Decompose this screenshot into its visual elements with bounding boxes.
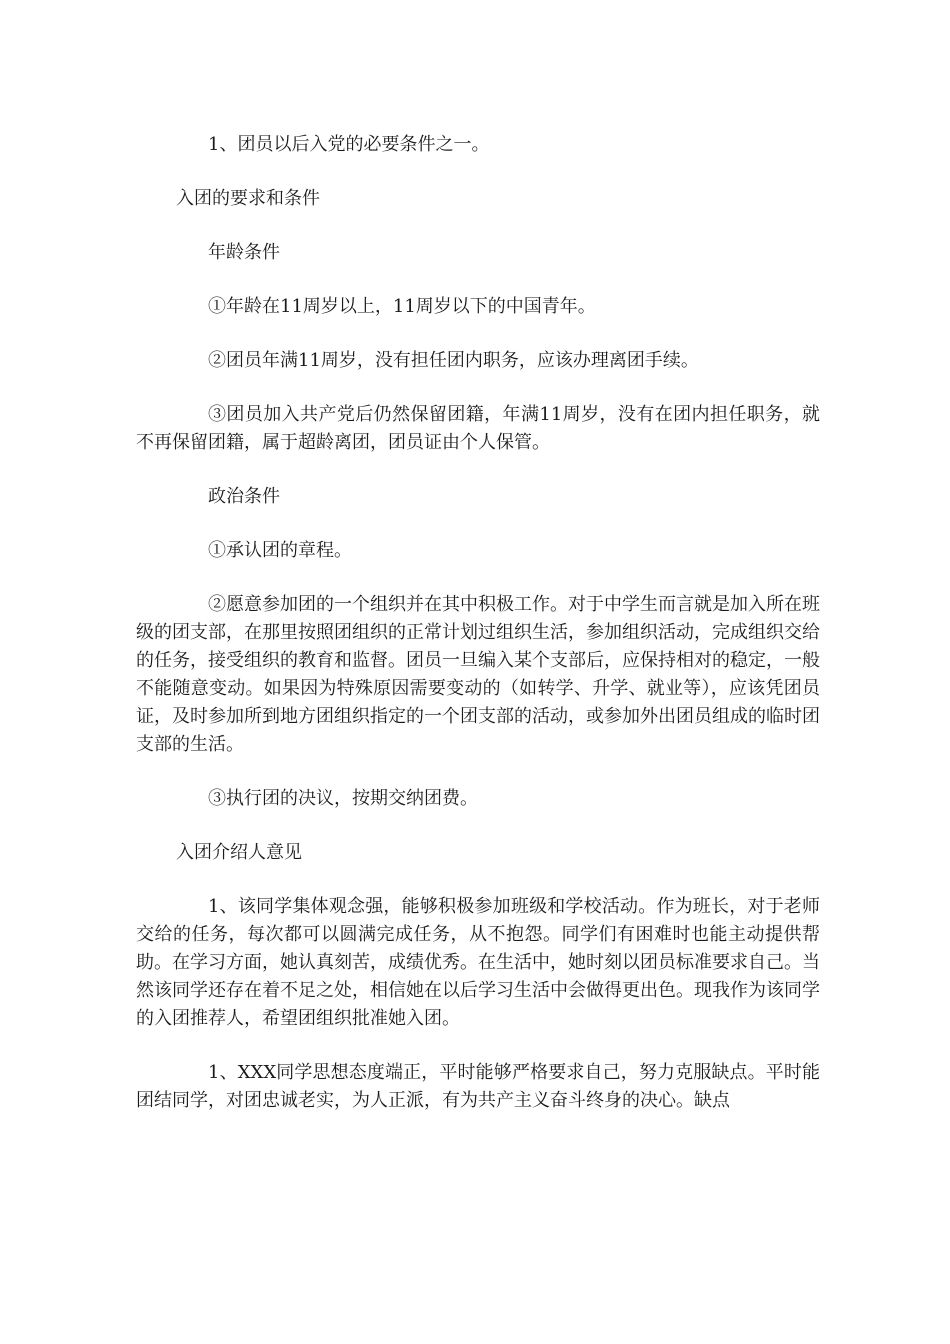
paragraph-opinion-2: 1、XXX同学思想态度端正，平时能够严格要求自己，努力克服缺点。平时能团结同学，对团忠诚老实，为人正派，有为共产主义奋斗终身的决心。缺点 [136,1062,820,1111]
subheading-political-condition: 政治条件 [208,486,280,507]
paragraph-political-2: ②愿意参加团的一个组织并在其中积极工作。对于中学生而言就是加入所在班级的团支部，在那里按照团组织的正常计划过组织生活，参加组织活动，完成组织交给的任务，接受组织的教育和监督。团员一旦编入某个支部后，应保持相对的稳定，一般不能随意变动。如果因为特殊原因需要变动的（如转学、升学、就业等），应该凭团员证，及时参加所到地方团组织指定的一个团支部的活动，或参加外出团员组成的临时团支部的生活。 [136,594,820,755]
paragraph-age-1: ①年龄在11周岁以上，11周岁以下的中国青年。 [208,296,596,317]
heading-join-requirements: 入团的要求和条件 [176,188,320,209]
paragraph-political-3: ③执行团的决议，按期交纳团费。 [208,788,478,809]
paragraph-opinion-1: 1、该同学集体观念强，能够积极参加班级和学校活动。作为班长，对于老师交给的任务，每次都可以圆满完成任务，从不抱怨。同学们有困难时也能主动提供帮助。在学习方面，她认真刻苦，成绩优秀。在生活中，她时刻以团员标准要求自己。当然该同学还存在着不足之处，相信她在以后学习生活中会做得更出色。现我作为该同学的入团推荐人，希望团组织批准她入团。 [136,896,820,1029]
paragraph-political-1: ①承认团的章程。 [208,540,352,561]
paragraph-party-condition: 1、团员以后入党的必要条件之一。 [208,134,490,155]
paragraph-age-3: ③团员加入共产党后仍然保留团籍，年满11周岁，没有在团内担任职务，就不再保留团籍，属于超龄离团，团员证由个人保管。 [136,404,820,453]
document-body [136,131,820,1141]
subheading-age-condition: 年龄条件 [208,242,280,263]
heading-introducer-opinion: 入团介绍人意见 [176,842,302,863]
paragraph-age-2: ②团员年满11周岁，没有担任团内职务，应该办理离团手续。 [208,350,699,371]
